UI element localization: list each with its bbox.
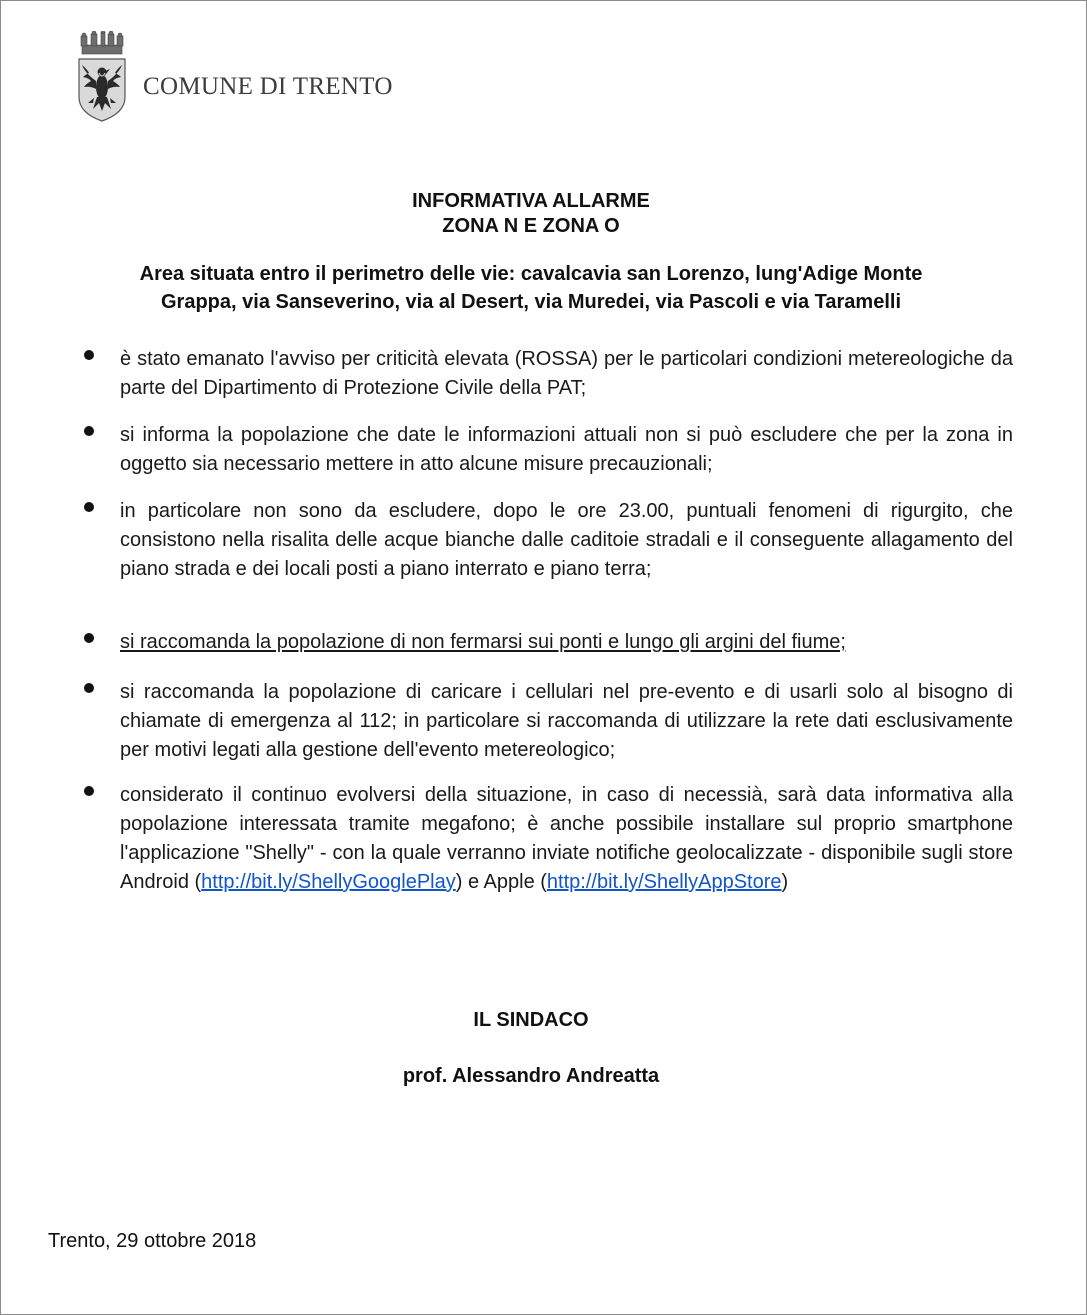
shelly-text-after: ) bbox=[781, 871, 789, 893]
app-store-link[interactable]: http://bit.ly/ShellyAppStore bbox=[546, 871, 782, 893]
area-line-1: Area situata entro il perimetro delle vie: cavalcavia san Lorenzo, lung'Adige Monte bbox=[139, 263, 923, 285]
list-item-text: si informa la popolazione che date le informazioni attuali non si può escludere che per la zona in oggetto sia necessario mettere in atto alcune misure precauzionali; bbox=[120, 424, 1013, 475]
list-item-text: si raccomanda la popolazione di non fermarsi sui ponti e lungo gli argini del fiume; bbox=[120, 631, 846, 653]
letterhead bbox=[77, 31, 393, 123]
notice-title: INFORMATIVA ALLARME bbox=[412, 190, 650, 212]
bullet-icon bbox=[84, 426, 94, 436]
google-play-link[interactable]: http://bit.ly/ShellyGooglePlay bbox=[201, 871, 456, 893]
area-line-2: Grappa, via Sanseverino, via al Desert, via Muredei, via Pascoli e via Taramelli bbox=[161, 291, 901, 313]
bullet-icon bbox=[84, 350, 94, 360]
notice-zone: ZONA N E ZONA O bbox=[442, 215, 620, 237]
signature-name: prof. Alessandro Andreatta bbox=[402, 1065, 660, 1087]
area-description bbox=[41, 260, 1021, 316]
bullet-icon bbox=[84, 633, 94, 643]
list-item-text: in particolare non sono da escludere, dopo le ore 23.00, puntuali fenomeni di rigurgito, che consistono nella risalita delle acque bianche dalle caditoie stradali e il conseguente allagamento del piano strada e dei locali posti a piano interrato e piano terra; bbox=[120, 500, 1013, 580]
bullet-icon bbox=[84, 683, 94, 693]
bullet-icon bbox=[84, 502, 94, 512]
shelly-text-middle: ) e Apple ( bbox=[455, 871, 547, 893]
shelly-text-before: considerato il continuo evolversi della situazione, in caso di necessià, sarà data informativa alla popolazione interessata tramite megafono; è anche possibile installare sul proprio smartphone l'applicazione "Shelly" - con la quale verranno inviate notifiche geolocalizzate - disponibile sugli store Android ( bbox=[120, 784, 1013, 893]
org-name: COMUNE DI TRENTO bbox=[143, 73, 393, 100]
list-item-text: è stato emanato l'avviso per criticità elevata (ROSSA) per le particolari condizioni metereologiche da parte del Dipartimento di Protezione Civile della PAT; bbox=[120, 348, 1013, 399]
signature-title: IL SINDACO bbox=[473, 1009, 589, 1031]
list-item-text: si raccomanda la popolazione di caricare i cellulari nel pre-evento e di usarli solo al bisogno di chiamate di emergenza al 112; in particolare si raccomanda di utilizzare la rete dati esclusivamente per motivi legati alla gestione dell'evento metereologico; bbox=[120, 681, 1013, 761]
document-date: Trento, 29 ottobre 2018 bbox=[48, 1230, 257, 1252]
bullet-icon bbox=[84, 786, 94, 796]
trento-eagle-crest-icon bbox=[77, 31, 127, 123]
list-item-text bbox=[120, 781, 1013, 897]
